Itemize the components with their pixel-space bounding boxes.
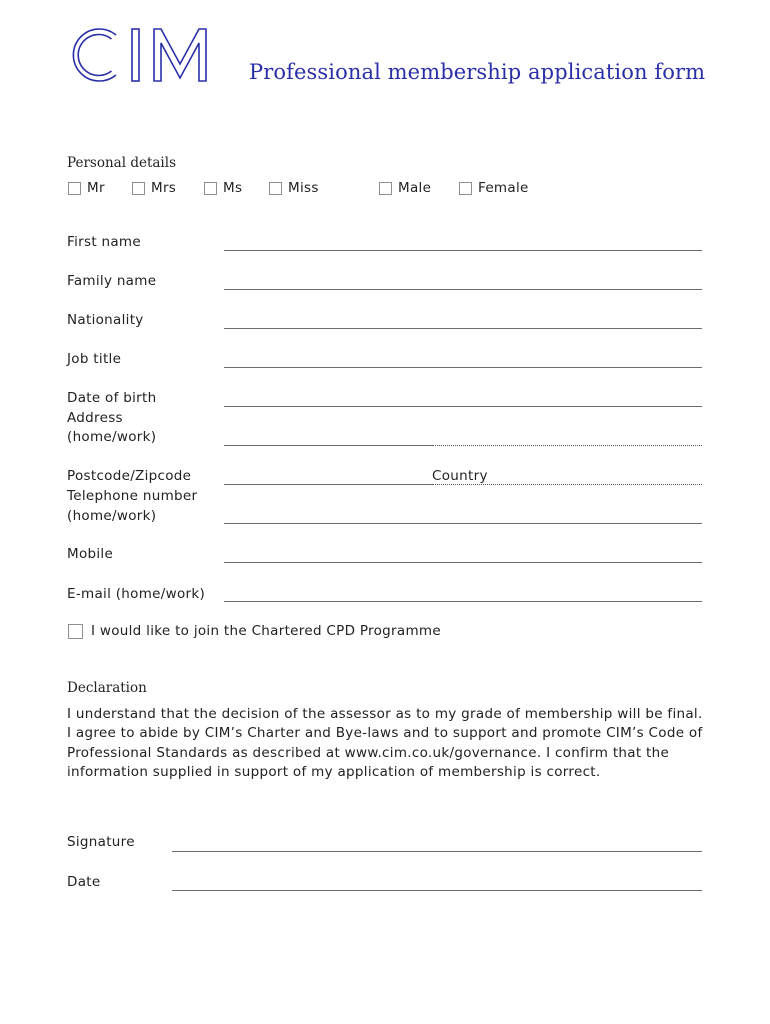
nationality-field[interactable]: [224, 328, 702, 329]
option-ms[interactable]: Ms: [204, 180, 242, 196]
form-title: Professional membership application form: [249, 60, 706, 84]
signature-field[interactable]: [172, 851, 702, 852]
mobile-field[interactable]: [224, 562, 702, 563]
first-name-label: First name: [67, 234, 141, 250]
email-label: E-mail (home/work): [67, 586, 206, 602]
date-label: Date: [67, 874, 101, 890]
family-name-label: Family name: [67, 273, 157, 289]
telephone-sublabel: (home/work): [67, 508, 157, 524]
option-male[interactable]: Male: [379, 180, 431, 196]
option-mrs[interactable]: Mrs: [132, 180, 176, 196]
cpd-checkbox[interactable]: [68, 624, 83, 639]
male-checkbox[interactable]: [379, 182, 392, 195]
telephone-field[interactable]: [224, 523, 702, 524]
address-field-continued[interactable]: [432, 445, 702, 446]
address-field[interactable]: [224, 445, 432, 446]
option-mr[interactable]: Mr: [68, 180, 105, 196]
first-name-field[interactable]: [224, 250, 702, 251]
telephone-label: Telephone number: [67, 488, 198, 504]
country-label: Country: [432, 468, 488, 484]
declaration-heading: Declaration: [67, 680, 147, 696]
nationality-label: Nationality: [67, 312, 144, 328]
postcode-label: Postcode/Zipcode: [67, 468, 192, 484]
signature-label: Signature: [67, 834, 135, 850]
date-of-birth-field[interactable]: [224, 406, 702, 407]
country-field[interactable]: [432, 484, 702, 485]
job-title-label: Job title: [67, 351, 122, 367]
personal-details-heading: Personal details: [67, 155, 176, 171]
date-of-birth-label: Date of birth: [67, 390, 157, 406]
mrs-checkbox[interactable]: [132, 182, 145, 195]
address-sublabel: (home/work): [67, 429, 157, 445]
option-miss[interactable]: Miss: [269, 180, 319, 196]
cim-logo: [64, 26, 218, 84]
address-label: Address: [67, 410, 123, 426]
declaration-text: I understand that the decision of the assessor as to my grade of membership will be final. I agree to abide by CIM’s Charter and Bye-laws and to support and promote CIM’s Code of Professional Standards as described at www.cim.co.uk/governance. I confirm that the information supplied in support of my application of membership is correct.: [67, 706, 703, 781]
ms-checkbox[interactable]: [204, 182, 217, 195]
email-field[interactable]: [224, 601, 702, 602]
postcode-field[interactable]: [224, 484, 432, 485]
cpd-option[interactable]: I would like to join the Chartered CPD Programme: [68, 623, 441, 639]
job-title-field[interactable]: [224, 367, 702, 368]
miss-checkbox[interactable]: [269, 182, 282, 195]
date-field[interactable]: [172, 890, 702, 891]
mobile-label: Mobile: [67, 546, 114, 562]
mr-checkbox[interactable]: [68, 182, 81, 195]
family-name-field[interactable]: [224, 289, 702, 290]
option-female[interactable]: Female: [459, 180, 529, 196]
female-checkbox[interactable]: [459, 182, 472, 195]
